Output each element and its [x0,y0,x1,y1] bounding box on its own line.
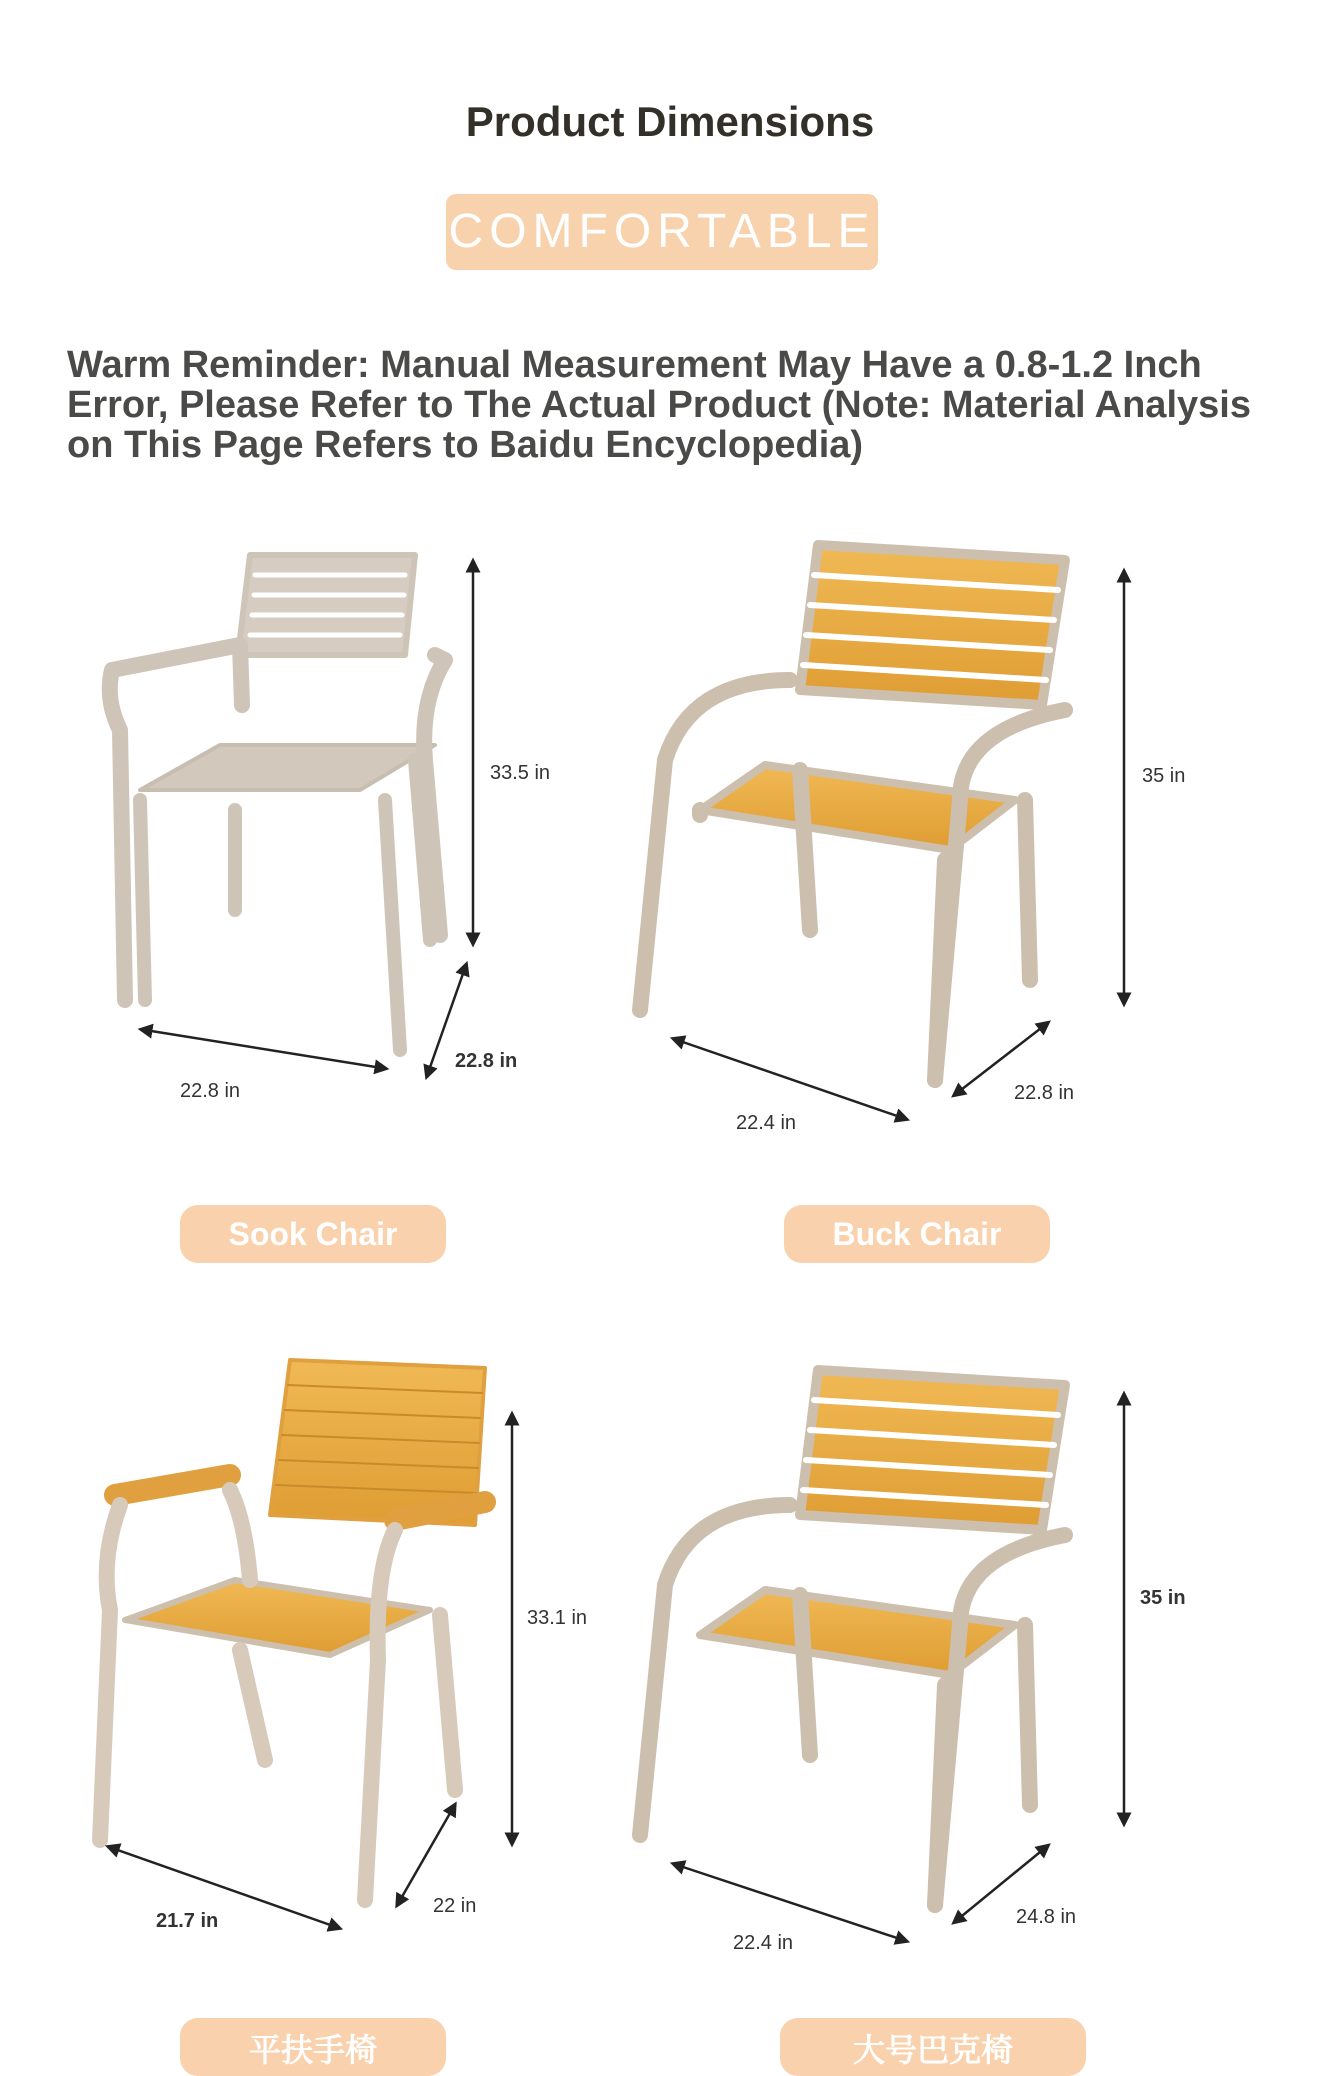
sook-chair-badge: Sook Chair [180,1205,446,1263]
buck-chair-illustration [640,545,1065,1080]
chair4-width-label: 22.4 in [733,1932,794,1954]
large-buck-chair-badge: 大号巴克椅 [780,2018,1086,2076]
chair1-width-label: 22.8 in [180,1080,241,1102]
warm-reminder-text: Warm Reminder: Manual Measurement May Have a 0.8-1.2 Inch Error, Please Refer to The Actual Product (Note: Material Analysis on This Page Refers to Baidu Encyclopedia) [67,344,1251,466]
sook-chair-illustration [110,555,445,1050]
chair3-width-label: 21.7 in [156,1910,219,1932]
chair2-depth-label: 22.8 in [1014,1082,1075,1104]
chair1-depth-label: 22.8 in [455,1050,518,1072]
chair3-height-label: 33.1 in [527,1607,588,1629]
chair1-height-label: 33.5 in [490,762,551,784]
large-buck-chair-illustration [640,1370,1065,1905]
page-title: Product Dimensions [465,98,875,145]
chair4-depth-label: 24.8 in [1016,1906,1077,1928]
buck-chair-badge: Buck Chair [784,1205,1050,1263]
chair2-height-label: 35 in [1142,765,1186,787]
chair2-width-label: 22.4 in [736,1112,797,1134]
chair3-depth-label: 22 in [433,1895,477,1917]
comfortable-badge: COMFORTABLE [446,194,878,270]
flat-armchair-badge: 平扶手椅 [180,2018,446,2076]
chair4-height-label: 35 in [1140,1587,1186,1609]
flat-armchair-illustration [100,1360,485,1900]
